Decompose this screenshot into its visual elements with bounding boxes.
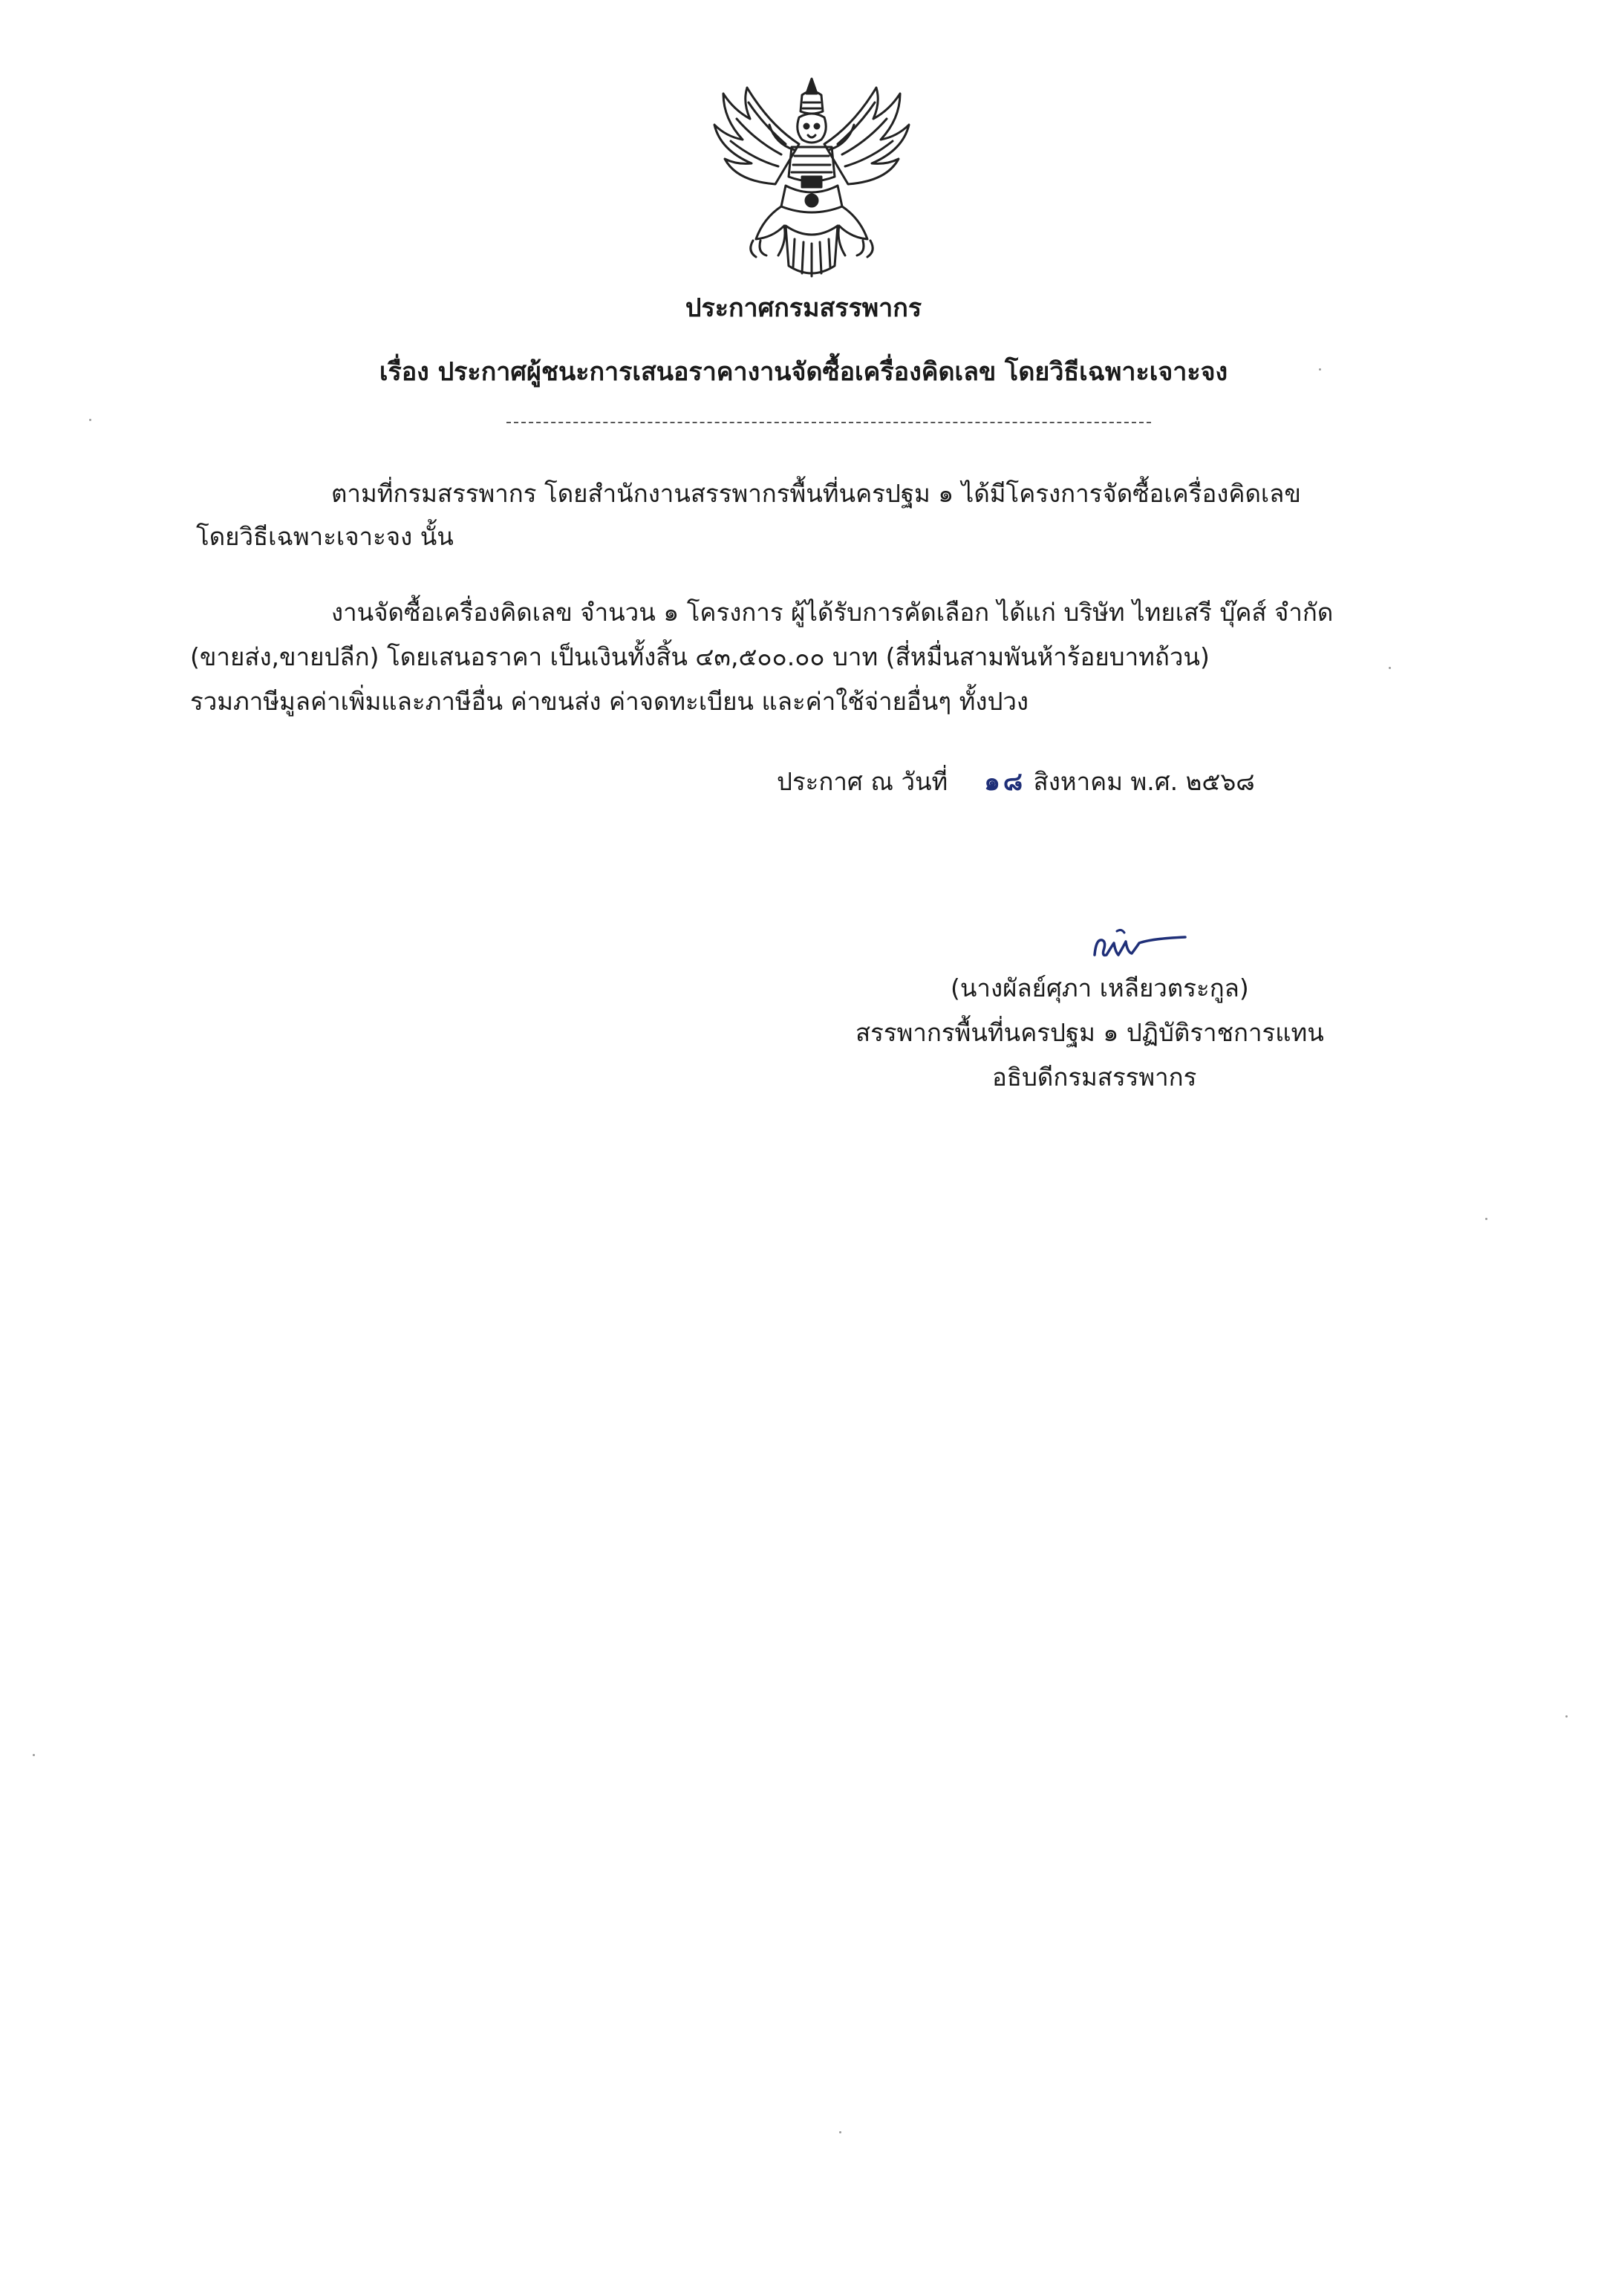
paragraph-1-line-2: โดยวิธีเฉพาะเจาะจง นั้น	[196, 522, 454, 551]
paragraph-1-line-1: ตามที่กรมสรรพากร โดยสำนักงานสรรพากรพื้นที่นครปฐม ๑ ได้มีโครงการจัดซื้อเครื่องคิดเลข	[331, 479, 1301, 508]
document-title: ประกาศกรมสรรพากร	[685, 293, 922, 323]
scan-speck	[839, 2131, 841, 2133]
date-prefix: ประกาศ ณ วันที่	[777, 767, 948, 796]
separator-line	[506, 422, 1151, 423]
date-month-year: สิงหาคม พ.ศ. ๒๕๖๘	[1033, 767, 1255, 796]
scan-speck	[1389, 667, 1391, 669]
date-day: ๑๘	[984, 767, 1026, 797]
scan-speck	[1485, 1218, 1487, 1220]
handwritten-signature	[1092, 925, 1188, 967]
signatory-on-behalf-of: อธิบดีกรมสรรพากร	[992, 1063, 1197, 1092]
scan-speck	[1565, 1715, 1568, 1718]
garuda-emblem-icon	[704, 73, 919, 288]
paragraph-2-line-1: งานจัดซื้อเครื่องคิดเลข จำนวน ๑ โครงการ ผู้ได้รับการคัดเลือก ได้แก่ บริษัท ไทยเสรี บุ๊คส์ จำกัด	[331, 598, 1334, 627]
scan-speck	[89, 419, 91, 421]
signatory-position: สรรพากรพื้นที่นครปฐม ๑ ปฏิบัติราชการแทน	[855, 1018, 1324, 1047]
scan-speck	[33, 1754, 35, 1756]
paragraph-2-line-2: (ขายส่ง,ขายปลีก) โดยเสนอราคา เป็นเงินทั้งสิ้น ๔๓,๕๐๐.๐๐ บาท (สี่หมื่นสามพันห้าร้อยบาทถ้วน)	[190, 642, 1210, 671]
signatory-name: (นางผัลย์ศุภา เหลียวตระกูล)	[951, 973, 1249, 1002]
paragraph-2-line-3: รวมภาษีมูลค่าเพิ่มและภาษีอื่น ค่าขนส่ง ค่าจดทะเบียน และค่าใช้จ่ายอื่นๆ ทั้งปวง	[190, 687, 1029, 716]
announcement-date	[777, 765, 1255, 799]
document-subject: เรื่อง ประกาศผู้ชนะการเสนอราคางานจัดซื้อเครื่องคิดเลข โดยวิธีเฉพาะเจาะจง	[379, 357, 1228, 387]
scan-speck	[1319, 368, 1321, 371]
